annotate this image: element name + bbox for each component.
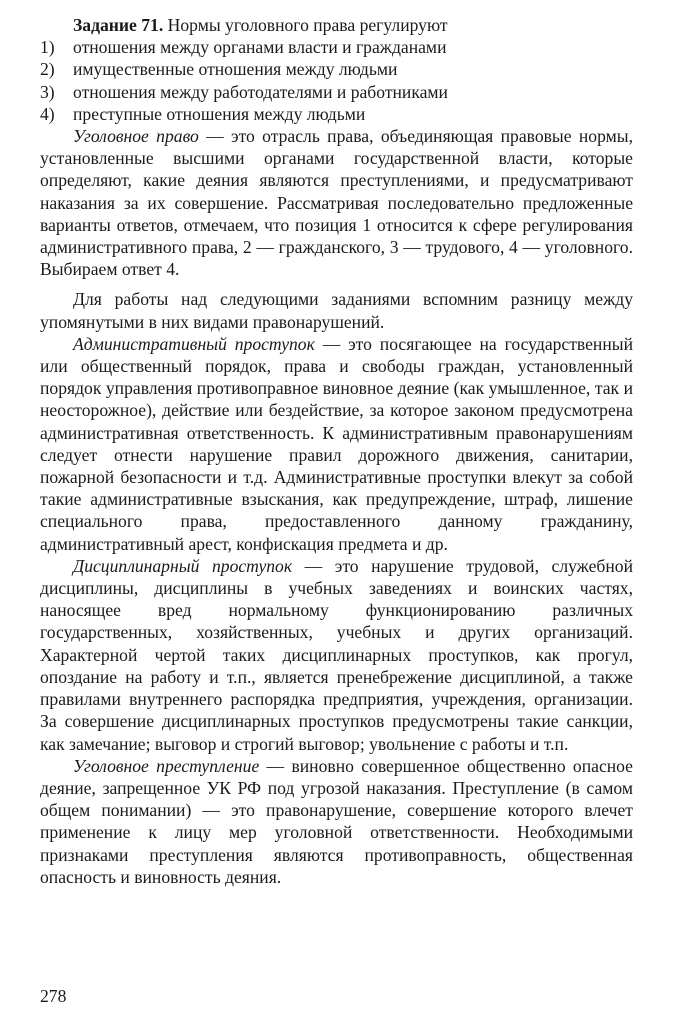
answer-option bbox=[40, 58, 633, 80]
answer-option bbox=[40, 81, 633, 103]
paragraph-administrative-offense bbox=[40, 333, 633, 555]
option-text: отношения между органами власти и гражданами bbox=[73, 37, 447, 58]
option-number: 1) bbox=[40, 37, 55, 58]
answer-options bbox=[40, 36, 633, 125]
paragraph-criminal-law bbox=[40, 125, 633, 280]
paragraph-criminal-offense bbox=[40, 755, 633, 888]
option-text: отношения между работодателями и работниками bbox=[73, 81, 448, 102]
answer-option bbox=[40, 103, 633, 125]
paragraph-text: — это отрасль права, объединяющая правовые нормы, установленные высшими органами государственной власти, которые определяют, какие деяния являются преступлениями, и предусматривают наказания за их совершение. Рассматривая последовательно предложенные варианты ответов, отмечаем, что позиция 1 относится к сфере регулирования административного права, 2 — гражданского, 3 — трудового, 4 — уголовного. Выбираем ответ 4. bbox=[40, 126, 633, 280]
paragraph-text: — это нарушение трудовой, служебной дисциплины, дисциплины в учебных заведениях и воинских частях, наносящее вред нормальному функционированию различных государственных, хозяйственных, учебных и других организаций. Характерной чертой таких дисциплинарных проступков, как прогул, опоздание на работу и т.п., является пренебрежение дисциплиной, а также правилами внутреннего распорядка предприятия, учреждения, организации. За совершение дисциплинарных проступков предусмотрены такие санкции, как замечание; выговор и строгий выговор; увольнение с работы и т.п. bbox=[40, 555, 633, 754]
term-criminal-offense: Уголовное преступление bbox=[73, 755, 260, 776]
option-text: преступные отношения между людьми bbox=[73, 103, 366, 124]
term-administrative-offense: Административный проступок bbox=[73, 333, 315, 354]
option-number: 2) bbox=[40, 59, 55, 80]
term-criminal-law: Уголовное право bbox=[73, 126, 199, 147]
paragraph-disciplinary-offense bbox=[40, 555, 633, 755]
task-heading bbox=[40, 14, 633, 36]
paragraph-intro bbox=[40, 288, 633, 332]
paragraph-text: Для работы над следующими заданиями вспомним разницу между упомянутыми в них видами правонарушений. bbox=[40, 289, 633, 332]
answer-option bbox=[40, 36, 633, 58]
option-number: 3) bbox=[40, 81, 55, 102]
paragraph-text: — это посягающее на государственный или общественный порядок, права и свободы граждан, установленный порядок управления противоправное виновное деяние (как умышленное, так и неосторожное), действие или бездействие, за которое законом предусмотрена административная ответственность. К административным правонарушениям следует отнести нарушение правил дорожного движения, санитарии, пожарной безопасности и т.д. Административные проступки влекут за собой такие административные взыскания, как предупреждение, штраф, лишение специального права, предоставленного данному гражданину, административный арест, конфискация предмета и др. bbox=[40, 333, 633, 554]
option-number: 4) bbox=[40, 103, 55, 124]
task-label: Задание 71. bbox=[73, 15, 164, 35]
page-number: 278 bbox=[40, 986, 67, 1006]
term-disciplinary-offense: Дисциплинарный проступок bbox=[73, 555, 293, 576]
paragraph-text: — виновно совершенное общественно опасное деяние, запрещенное УК РФ под угрозой наказания. Преступление (в самом общем понимании) — это правонарушение, совершение которого влечет применение к лицу мер уголовной ответственности. Необходимыми признаками преступления являются противоправность, общественная опасность и виновность деяния. bbox=[40, 755, 633, 887]
option-text: имущественные отношения между людьми bbox=[73, 59, 398, 80]
document-page bbox=[40, 14, 633, 888]
task-question: Нормы уголовного права регулируют bbox=[163, 15, 448, 35]
